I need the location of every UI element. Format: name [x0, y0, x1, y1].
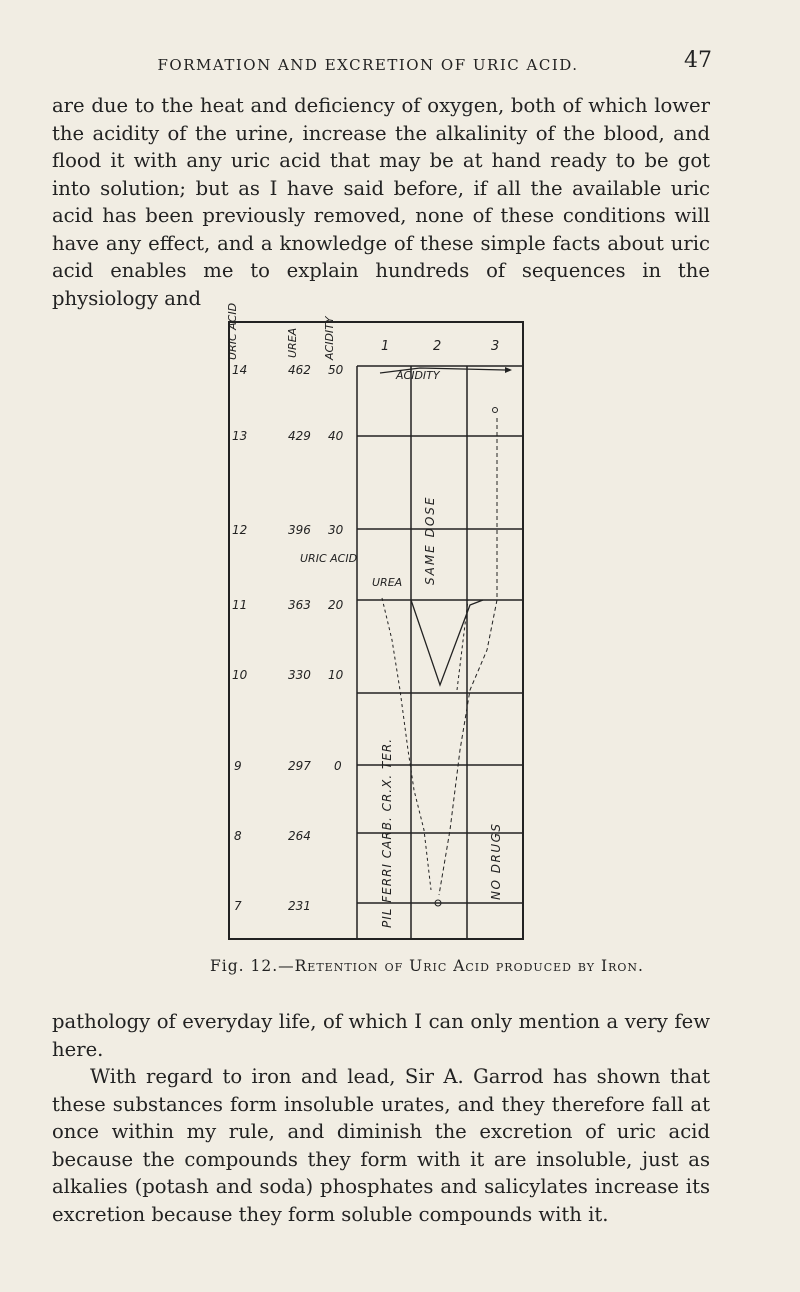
header-urea: UREA [286, 327, 299, 358]
row-urea: 363 [288, 598, 311, 612]
header-uric-acid: URIC ACID [226, 302, 239, 360]
row-uric-acid: 14 [232, 363, 248, 377]
caption-prefix: Fig. 12.— [210, 957, 295, 975]
row-acidity: 10 [328, 668, 344, 682]
same-dose-label: SAME DOSE [423, 495, 437, 585]
row-urea: 297 [288, 759, 311, 773]
caption-text: Retention of Uric Acid produced by Iron. [294, 957, 644, 975]
figure-frame [229, 322, 523, 939]
running-head: FORMATION AND EXCRETION OF URIC ACID. [157, 56, 579, 74]
row-urea: 264 [288, 829, 311, 843]
row-acidity: 0 [334, 759, 342, 773]
acidity-curve-label: ACIDITY [396, 369, 440, 382]
row-uric-acid: 8 [234, 829, 242, 843]
row-urea: 330 [288, 668, 311, 682]
row-uric-acid: 11 [232, 598, 248, 612]
pil-ferri-label: PIL FERRI CARB. CR.X. TER. [380, 737, 394, 928]
row-acidity: 30 [328, 523, 344, 537]
row-acidity: 40 [328, 429, 344, 443]
body-bottom [52, 1008, 710, 1228]
paragraph-top: are due to the heat and deficiency of oxygen, both of which lower the acidity of the urine, increase the alkalinity of the blood, and flood it with any uric acid that may be at hand ready to be got into solution; but as I have said before, if all the available uric acid has been previously removed, none of these conditions will have any effect, and a knowledge of these simple facts about uric acid enables me to explain hundreds of sequences in the physiology and [52, 94, 710, 310]
ratio-label-top: URIC ACID [300, 552, 358, 565]
row-uric-acid: 9 [234, 759, 242, 773]
row-acidity: 50 [328, 363, 344, 377]
header-col-2: 2 [433, 339, 442, 354]
row-urea: 429 [288, 429, 311, 443]
row-uric-acid: 13 [232, 429, 248, 443]
row-acidity: 20 [328, 598, 344, 612]
row-urea: 396 [288, 523, 311, 537]
v-shape-solid [411, 600, 483, 685]
row-urea: 462 [288, 363, 311, 377]
figure-caption [210, 957, 710, 975]
header-acidity: ACIDITY [323, 316, 336, 360]
paragraph-iron-lead: With regard to iron and lead, Sir A. Garrod has shown that these substances form insoluble urates, and they therefore fall at once within my rule, and diminish the excretion of uric acid because the compounds they form with it are insoluble, just as alkalies (potash and soda) phosphates and salicylates increase its excretion because they form soluble compounds with it. [52, 1065, 710, 1226]
header-col-3: 3 [491, 339, 500, 354]
page-number: 47 [684, 48, 712, 73]
row-uric-acid: 12 [232, 523, 248, 537]
no-drugs-label: NO DRUGS [489, 822, 503, 900]
row-urea: 231 [288, 899, 311, 913]
row-uric-acid: 10 [232, 668, 248, 682]
ratio-label-bottom: UREA [372, 576, 403, 589]
row-uric-acid: 7 [234, 899, 242, 913]
paragraph-continued: pathology of everyday life, of which I can only mention a very few here. [52, 1010, 710, 1061]
header-col-1: 1 [381, 339, 390, 354]
